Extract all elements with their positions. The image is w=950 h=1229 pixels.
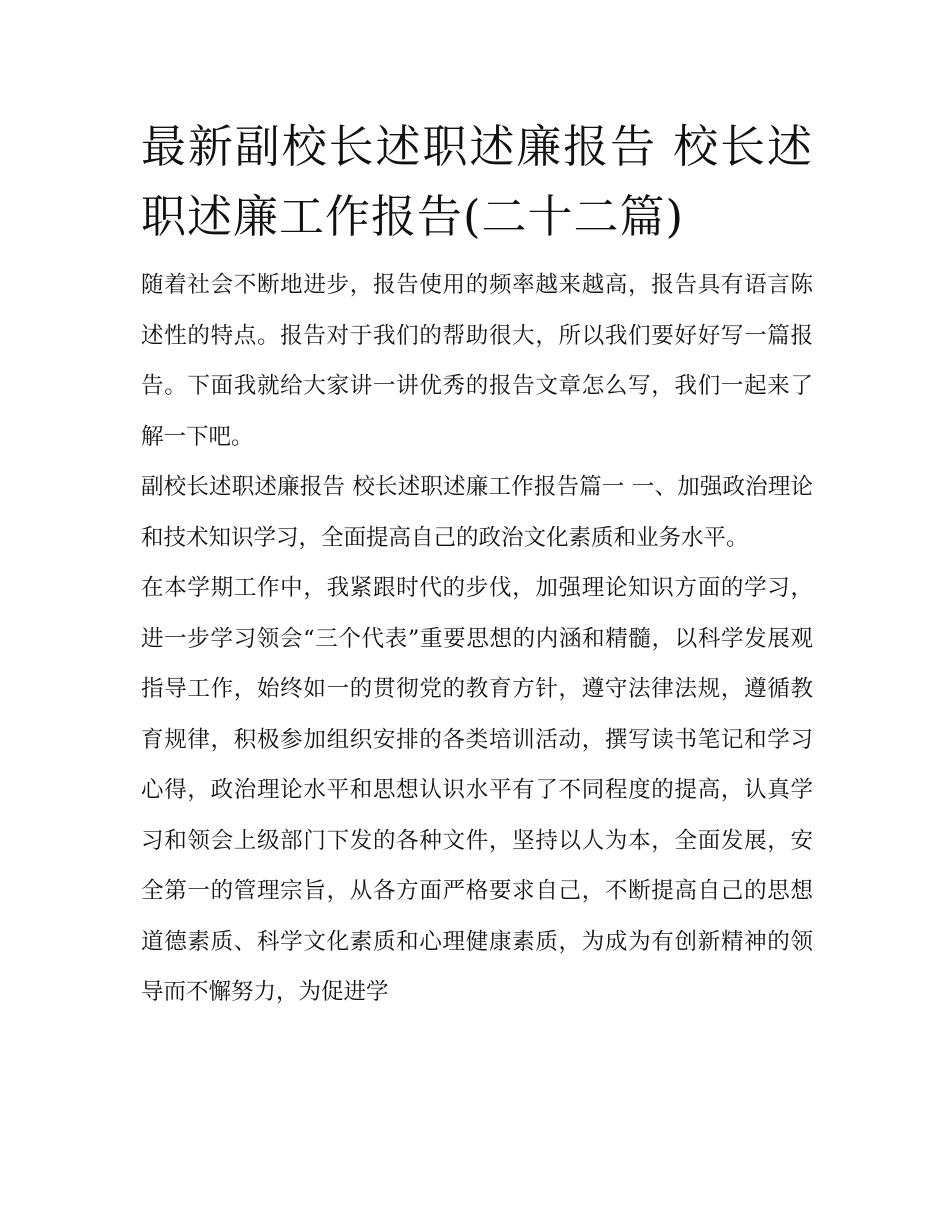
document-body bbox=[141, 112, 813, 1018]
intro-paragraph: 随着社会不断地进步，报告使用的频率越来越高，报告具有语言陈述性的特点。报告对于我们的帮助很大，所以我们要好好写一篇报告。下面我就给大家讲一讲优秀的报告文章怎么写，我们一起来了解一下吧。 bbox=[141, 272, 813, 450]
body-paragraph: 在本学期工作中，我紧跟时代的步伐，加强理论知识方面的学习，进一步学习领会“三个代表”重要思想的内涵和精髓，以科学发展观指导工作，始终如一的贯彻党的教育方针，遵守法律法规，遵循教育规律，积极参加组织安排的各类培训活动，撰写读书笔记和学习心得，政治理论水平和思想认识水平有了不同程度的提高，认真学习和领会上级部门下发的各种文件，坚持以人为本，全面发展，安全第一的管理宗旨，从各方面严格要求自己，不断提高自己的思想道德素质、科学文化素质和心理健康素质，为成为有创新精神的领导而不懈努力，为促进学 bbox=[141, 575, 813, 1005]
document-title: 最新副校长述职述廉报告 校长述职述廉工作报告(二十二篇) bbox=[141, 120, 813, 243]
section-heading-paragraph: 副校长述职述廉报告 校长述职述廉工作报告篇一 一、加强政治理论和技术知识学习，全面提高自己的政治文化素质和业务水平。 bbox=[141, 474, 813, 551]
